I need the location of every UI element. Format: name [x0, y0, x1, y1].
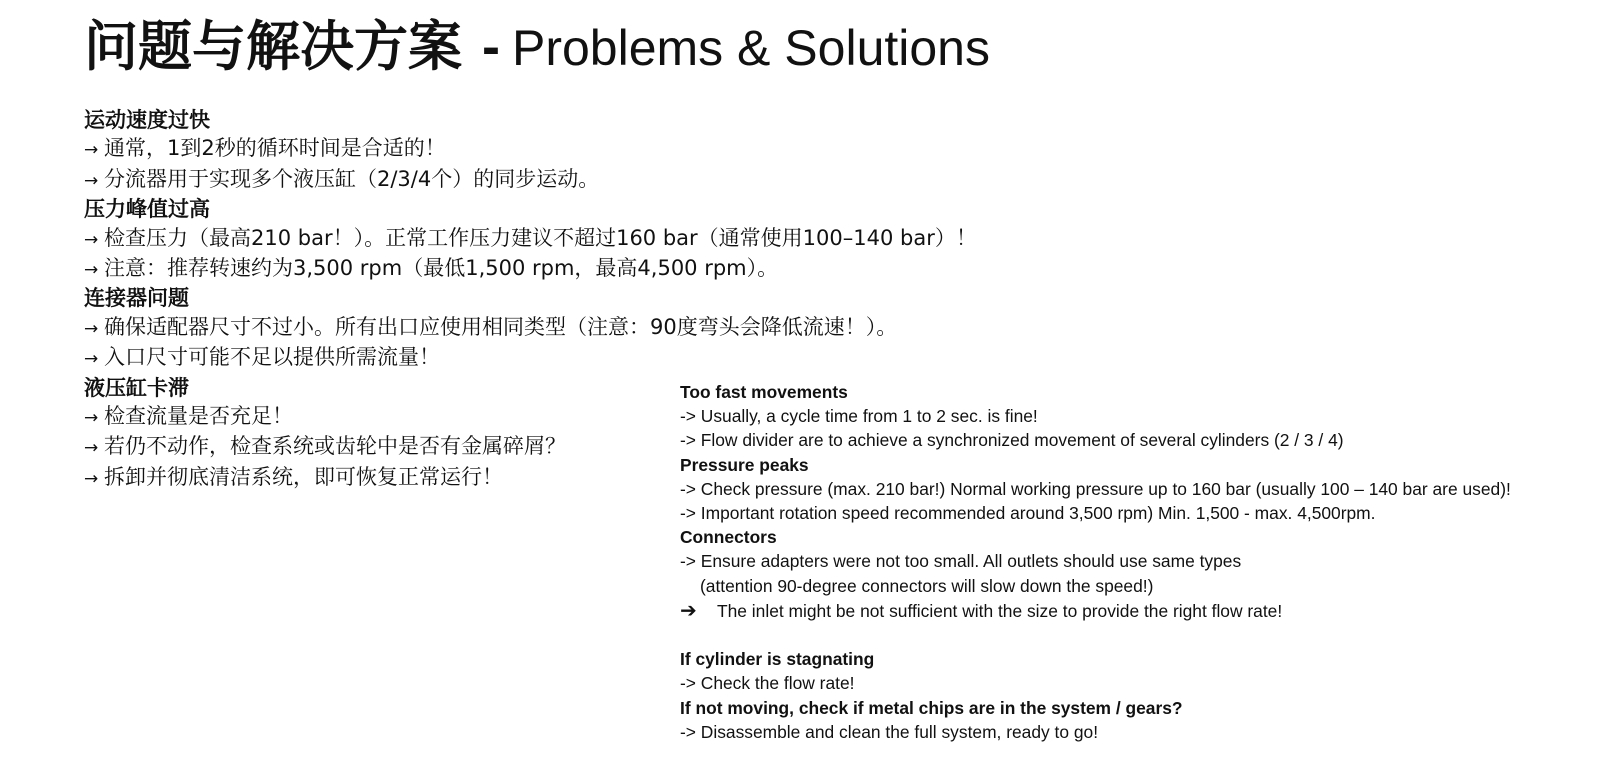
zh-item: → 检查流量是否充足！ [84, 402, 684, 432]
arrow-icon: → [84, 140, 99, 161]
en-item: -> Check the flow rate! [680, 673, 855, 694]
title-chinese: 问题与解决方案 [84, 15, 462, 78]
en-item-continuation: (attention 90-degree connectors will slow down the speed!) [700, 575, 1154, 596]
zh-heading-stagnating: 液压缸卡滞 [84, 375, 189, 400]
arrow-icon: → [84, 438, 99, 459]
zh-item: → 入口尺寸可能不足以提供所需流量！ [84, 343, 684, 373]
title-english: Problems & Solutions [511, 20, 990, 76]
zh-item: → 确保适配器尺寸不过小。所有出口应使用相同类型（注意：90度弯头会降低流速！）。 [84, 313, 684, 343]
spacer [680, 623, 1580, 647]
en-heading-pressure: Pressure peaks [680, 454, 809, 475]
zh-item: → 拆卸并彻底清洁系统，即可恢复正常运行！ [84, 463, 684, 493]
arrow-icon: → [84, 468, 99, 489]
en-item: -> Check pressure (max. 210 bar!) Normal working pressure up to 160 bar (usually 100 – 140 bar are used)! [680, 478, 1511, 499]
en-heading-too-fast: Too fast movements [680, 382, 848, 402]
en-item: -> Flow divider are to achieve a synchronized movement of several cylinders (2 / 3 / 4) [680, 430, 1344, 451]
title-separator: - [482, 17, 500, 77]
zh-item: → 分流器用于实现多个液压缸（2/3/4个）的同步运动。 [84, 165, 684, 195]
bold-arrow-icon: ➔ [680, 597, 697, 622]
arrow-icon: → [84, 408, 99, 429]
slide-title [84, 12, 990, 83]
zh-heading-pressure: 压力峰值过高 [84, 197, 210, 222]
arrow-icon: → [84, 229, 99, 250]
arrow-icon: → [84, 170, 99, 191]
en-heading-stagnating: If cylinder is stagnating [680, 649, 875, 670]
arrow-icon: → [84, 349, 99, 370]
en-heading-connectors: Connectors [680, 527, 777, 548]
en-item: -> Ensure adapters were not too small. All outlets should use same types [680, 551, 1242, 572]
english-section [680, 380, 1580, 744]
zh-heading-too-fast: 运动速度过快 [84, 108, 210, 132]
zh-item: → 若仍不动作，检查系统或齿轮中是否有金属碎屑？ [84, 432, 684, 462]
en-item: -> Usually, a cycle time from 1 to 2 sec. is fine! [680, 406, 1038, 427]
arrow-icon: → [84, 260, 99, 281]
zh-item: → 注意：推荐转速约为3,500 rpm（最低1,500 rpm，最高4,500 rpm）。 [84, 254, 684, 284]
arrow-icon: → [84, 318, 99, 339]
zh-item: → 通常，1到2秒的循环时间是合适的！ [84, 134, 684, 164]
en-heading-not-moving: If not moving, check if metal chips are in the system / gears? [680, 697, 1183, 718]
en-item: -> Disassemble and clean the full system, ready to go! [680, 721, 1099, 742]
en-item: -> Important rotation speed recommended around 3,500 rpm) Min. 1,500 - max. 4,500rpm. [680, 503, 1376, 524]
en-item: ➔ The inlet might be not sufficient with the size to provide the right flow rate! [680, 597, 1283, 622]
zh-heading-connectors: 连接器问题 [84, 286, 189, 311]
zh-item: → 检查压力（最高210 bar！）。正常工作压力建议不超过160 bar（通常使用100–140 bar）！ [84, 224, 684, 254]
